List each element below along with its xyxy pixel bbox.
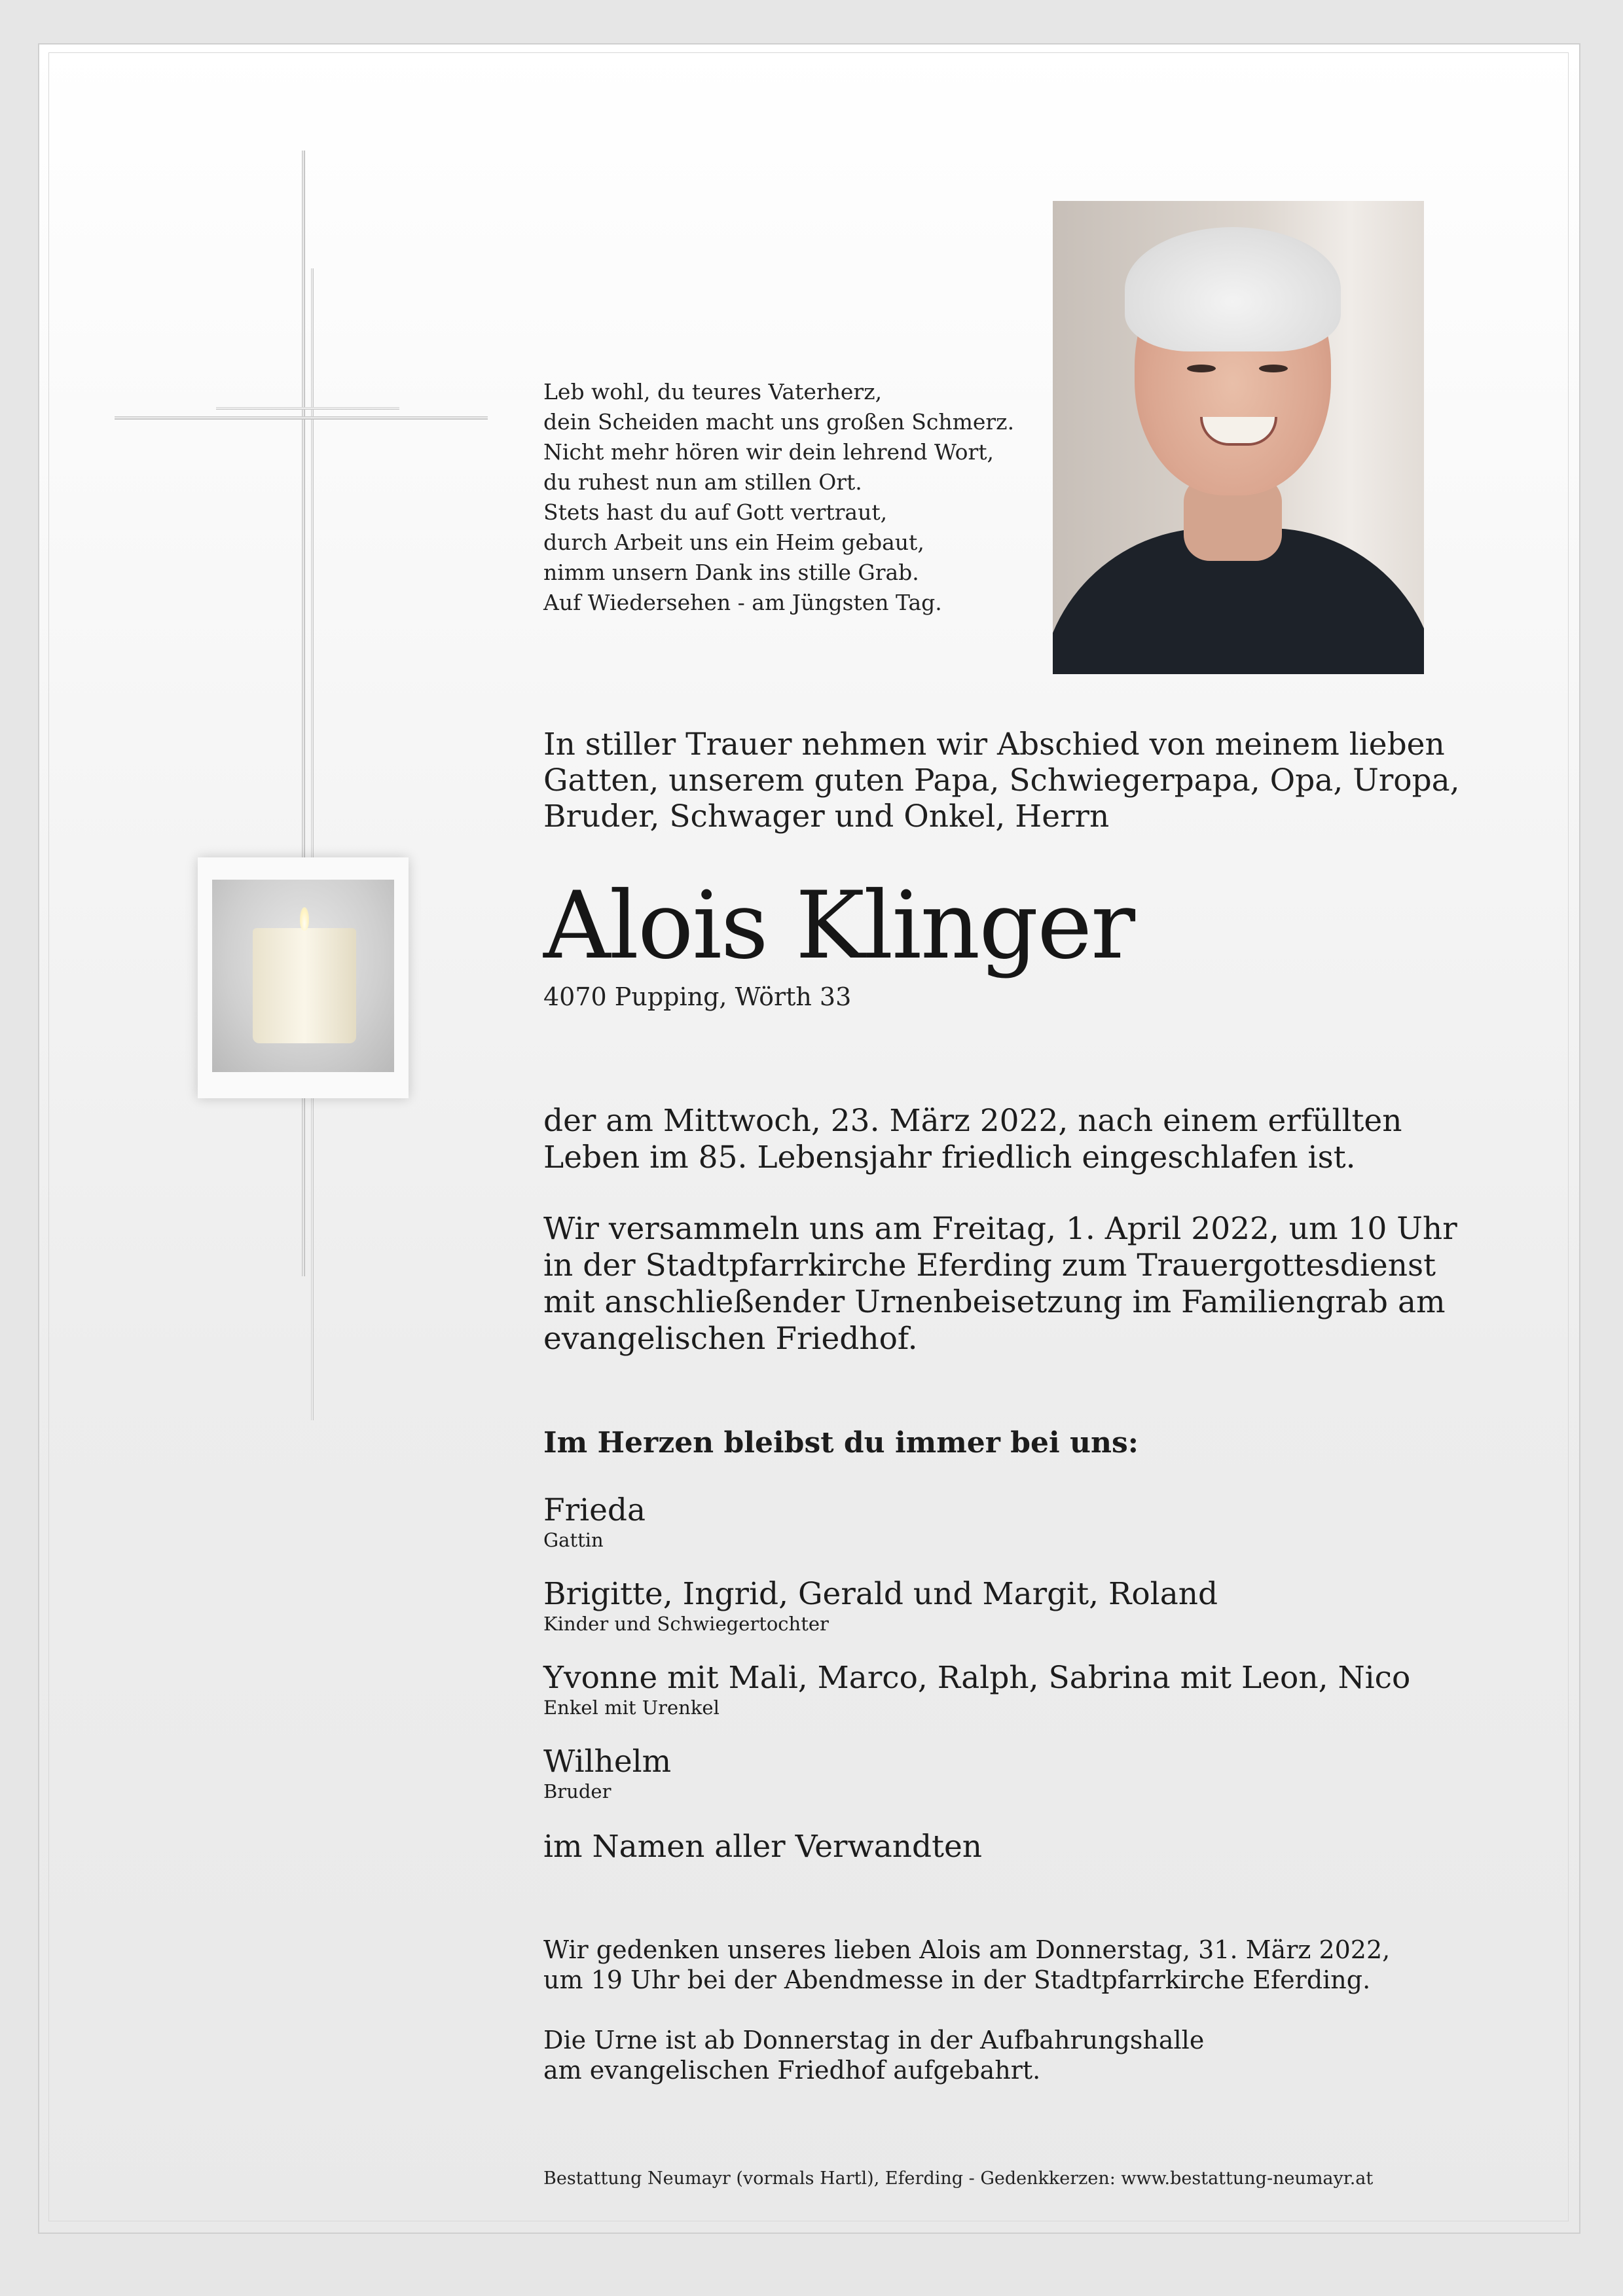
family-member-relation: Bruder [543,1780,611,1803]
candle-image [198,857,409,1098]
poem-line: du ruhest nun am stillen Ort. [543,469,862,495]
death-line: der am Mittwoch, 23. März 2022, nach einem erfüllten [543,1103,1402,1139]
cross-icon [302,151,305,1276]
urn-notice [543,2025,1204,2085]
cross-horizontal-bar [115,416,488,420]
urn-line: Die Urne ist ab Donnerstag in der Aufbahrungshalle [543,2026,1205,2054]
memorial-notice [543,1935,1390,1995]
memorial-line: um 19 Uhr bei der Abendmesse in der Stadtpfarrkirche Eferding. [543,1965,1371,1994]
death-line: Leben im 85. Lebensjahr friedlich eingeschlafen ist. [543,1139,1356,1175]
ceremony-line: evangelischen Friedhof. [543,1321,918,1357]
ceremony-line: in der Stadtpfarrkirche Eferding zum Trauergottesdienst [543,1247,1436,1283]
intro-line: Bruder, Schwager und Onkel, Herrn [543,798,1110,834]
memorial-line: Wir gedenken unseres lieben Alois am Donnerstag, 31. März 2022, [543,1935,1391,1964]
ceremony-notice [543,1211,1457,1357]
mourning-intro [543,726,1460,834]
funeral-home-footer: Bestattung Neumayr (vormals Hartl), Eferding - Gedenkkerzen: www.bestattung-neumayr.at [543,2168,1374,2189]
family-member-relation: Gattin [543,1529,604,1551]
intro-line: In stiller Trauer nehmen wir Abschied von meinem lieben [543,726,1445,762]
intro-line: Gatten, unserem guten Papa, Schwiegerpapa, Opa, Uropa, [543,762,1460,798]
family-member-name: Wilhelm [543,1744,672,1780]
ceremony-line: Wir versammeln uns am Freitag, 1. April 2022, um 10 Uhr [543,1211,1457,1247]
poem-line: Nicht mehr hören wir dein lehrend Wort, [543,439,994,465]
ceremony-line: mit anschließender Urnenbeisetzung im Familiengrab am [543,1284,1446,1320]
poem-line: Leb wohl, du teures Vaterherz, [543,379,883,404]
family-member-name: Brigitte, Ingrid, Gerald und Margit, Roland [543,1576,1218,1612]
candle-icon [212,880,394,1072]
poem-line: nimm unsern Dank ins stille Grab. [543,560,919,585]
cross-horizontal-accent [216,407,399,410]
poem-line: Auf Wiedersehen - am Jüngsten Tag. [543,590,942,615]
poem-line: dein Scheiden macht uns großen Schmerz. [543,409,1015,435]
family-heading: Im Herzen bleibst du immer bei uns: [543,1426,1139,1460]
poem-line: Stets hast du auf Gott vertraut, [543,499,888,525]
urn-line: am evangelischen Friedhof aufgebahrt. [543,2056,1041,2085]
family-member-name: Frieda [543,1492,646,1528]
deceased-address: 4070 Pupping, Wörth 33 [543,982,852,1011]
family-list [543,1492,1410,1827]
deceased-name: Alois Klinger [543,872,1135,980]
poem-line: durch Arbeit uns ein Heim gebaut, [543,529,924,555]
poem [543,377,1014,618]
relatives-line: im Namen aller Verwandten [543,1829,983,1865]
death-notice [543,1103,1402,1176]
family-member-relation: Enkel mit Urenkel [543,1696,720,1719]
flame-icon [300,907,309,931]
cross-vertical-bar [311,268,314,1420]
portrait-photo [1053,201,1424,674]
family-member-relation: Kinder und Schwiegertochter [543,1613,829,1635]
family-member-name: Yvonne mit Mali, Marco, Ralph, Sabrina mit Leon, Nico [543,1660,1411,1696]
